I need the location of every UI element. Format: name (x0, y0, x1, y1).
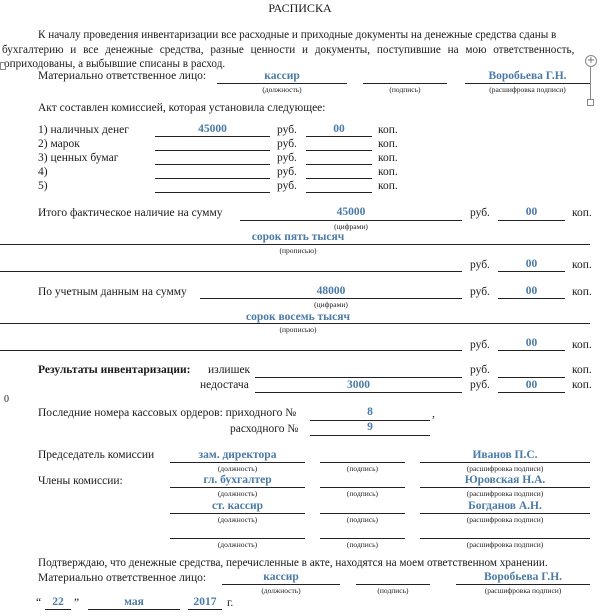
document-title: РАСПИСКА (268, 1, 332, 15)
confirm-name-field[interactable] (456, 584, 590, 585)
kop-label: коп. (378, 124, 398, 136)
responsible-label: Материально ответственное лицо: (38, 70, 207, 82)
item-label: 4) (38, 166, 48, 178)
signature-caption: (подпись) (346, 515, 379, 524)
item-rub-field[interactable] (155, 178, 270, 179)
signature-caption: (подпись) (346, 489, 379, 498)
actual-digits-field[interactable] (240, 220, 462, 221)
decode-caption: (расшифровка подписи) (489, 85, 566, 94)
position-caption: (должность) (217, 515, 258, 524)
date-year-field[interactable] (188, 609, 222, 610)
paragraph-marker-icon (0, 62, 6, 70)
book-digits-value: 48000 (316, 285, 346, 297)
actual-words-field[interactable] (0, 244, 590, 245)
member-position-field[interactable] (170, 462, 305, 463)
item-rub-field[interactable] (155, 150, 270, 151)
book-words-field[interactable] (0, 323, 590, 324)
kop-label: коп. (378, 152, 398, 164)
surplus-field[interactable] (255, 377, 462, 378)
member-name-field[interactable] (420, 462, 590, 463)
book-words-kop-value: 00 (525, 337, 538, 349)
item-kop-field[interactable] (306, 150, 372, 151)
outgoing-order-value: 9 (367, 421, 373, 433)
item-kop-field[interactable] (306, 192, 372, 193)
member-position-value: гл. бухгалтер (203, 474, 272, 486)
rub-label: руб. (470, 259, 490, 271)
results-label: Результаты инвентаризации: (38, 364, 191, 376)
rub-label: руб. (470, 339, 490, 351)
member-position-field[interactable] (170, 538, 305, 539)
chair-label: Председатель комиссии (38, 449, 155, 461)
kop-label: коп. (572, 286, 592, 298)
signature-caption: (подпись) (346, 540, 379, 549)
rub-label: руб. (277, 166, 297, 178)
member-name-field[interactable] (420, 487, 590, 488)
book-words-field-2[interactable] (0, 350, 462, 351)
item-label: 2) марок (38, 138, 80, 150)
member-signature-field[interactable] (320, 513, 405, 514)
rub-label: руб. (277, 138, 297, 150)
position-caption: (должность) (262, 85, 302, 94)
surplus-kop-field[interactable] (498, 377, 565, 378)
item-label: 3) ценных бумаг (38, 152, 119, 164)
responsible-signature-field[interactable] (363, 83, 447, 84)
actual-kop-value: 00 (525, 206, 538, 218)
responsible-position-value: кассир (264, 70, 300, 82)
rub-label: руб. (277, 152, 297, 164)
member-position-field[interactable] (170, 487, 305, 488)
shortage-label: недостача (200, 379, 249, 391)
date-open-quote: “ (36, 597, 42, 609)
position-caption: (должность) (217, 489, 258, 498)
member-signature-field[interactable] (320, 462, 405, 463)
intro-line-3: оприходованы, а выбывшие списаны в расход. (4, 58, 226, 70)
kop-label: коп. (378, 166, 398, 178)
comma: , (432, 408, 435, 420)
kop-label: коп. (572, 207, 592, 219)
book-label: По учетным данным на сумму (38, 286, 187, 298)
rub-label: руб. (277, 180, 297, 192)
decode-caption: (расшифровка подписи) (466, 464, 544, 473)
kop-label: коп. (572, 379, 592, 391)
item-kop-field[interactable] (306, 136, 372, 137)
actual-words-kop-value: 00 (525, 258, 538, 270)
responsible-position-field[interactable] (217, 83, 347, 84)
rub-label: руб. (470, 286, 490, 298)
signature-caption: (подпись) (389, 85, 421, 94)
outgoing-order-label: расходного № (230, 423, 299, 435)
resize-handle-icon[interactable] (587, 99, 594, 106)
shortage-kop-field[interactable] (498, 392, 565, 393)
member-position-value: ст. кассир (211, 500, 264, 512)
words-caption: (прописью) (279, 325, 317, 334)
date-month-value: мая (124, 596, 144, 608)
item-rub-value: 45000 (198, 123, 227, 135)
actual-words-kop-field[interactable] (498, 271, 565, 272)
confirm-text: Подтверждаю, что денежные средства, перечисленные в акте, находятся на моем ответственном хранении. (38, 557, 548, 569)
incoming-order-value: 8 (367, 406, 373, 418)
stray-text: 0 (4, 394, 9, 405)
book-digits-field[interactable] (200, 298, 462, 299)
book-words-value: сорок восемь тысяч (246, 311, 350, 323)
item-kop-field[interactable] (306, 164, 372, 165)
decode-caption: (расшифровка подписи) (484, 586, 562, 595)
member-name-value: Юровская Н.А. (464, 474, 546, 486)
intro-line-1: К началу проведения инвентаризации все расходные и приходные документы на денежные средства сданы в (38, 29, 557, 41)
book-kop-field[interactable] (498, 298, 565, 299)
item-kop-value: 00 (333, 123, 345, 135)
rub-label: руб. (470, 364, 490, 376)
act-intro: Акт составлен комиссией, которая установила следующее: (38, 102, 326, 114)
responsible-name-field[interactable] (465, 83, 590, 84)
member-position-field[interactable] (170, 513, 305, 514)
members-label: Члены комиссии: (38, 475, 123, 487)
date-close-quote: ” (74, 597, 80, 609)
shortage-kop-value: 00 (525, 379, 538, 391)
item-rub-field[interactable] (155, 136, 270, 137)
date-day-field[interactable] (45, 609, 71, 610)
member-name-value: Богданов А.Н. (468, 500, 542, 512)
signature-caption: (подпись) (377, 586, 409, 595)
resize-guide[interactable] (590, 66, 591, 100)
digits-caption: (цифрами) (314, 300, 348, 309)
decode-caption: (расшифровка подписи) (466, 515, 544, 524)
confirm-position-value: кассир (263, 571, 299, 583)
confirm-name-value: Воробьева Г.Н. (483, 571, 563, 583)
kop-label: коп. (572, 339, 592, 351)
intro-line-2: бухгалтерию и все денежные средства, разные ценности и документы, поступившие на мою ответственность, (2, 44, 575, 56)
member-position-value: зам. директора (198, 449, 277, 461)
member-signature-field[interactable] (320, 538, 405, 539)
position-caption: (должность) (217, 464, 258, 473)
kop-label: коп. (378, 138, 398, 150)
actual-digits-value: 45000 (336, 206, 366, 218)
responsible-name-value: Воробьева Г.Н. (488, 70, 567, 82)
item-kop-field[interactable] (306, 178, 372, 179)
item-label: 5) (38, 180, 48, 192)
book-kop-value: 00 (525, 285, 538, 297)
rub-label: руб. (470, 207, 490, 219)
actual-label: Итого фактическое наличие на сумму (38, 207, 223, 219)
confirm-responsible-label: Материально ответственное лицо: (38, 572, 207, 584)
kop-label: коп. (572, 364, 592, 376)
date-suffix: г. (227, 597, 234, 609)
item-rub-field[interactable] (155, 192, 270, 193)
signature-caption: (подпись) (346, 464, 379, 473)
confirm-position-field[interactable] (222, 584, 340, 585)
actual-kop-field[interactable] (498, 220, 565, 221)
surplus-label: излишек (208, 364, 251, 376)
words-caption: (прописью) (279, 246, 317, 255)
kop-label: коп. (378, 180, 398, 192)
rub-label: руб. (470, 379, 490, 391)
position-caption: (должность) (217, 540, 258, 549)
member-name-field[interactable] (420, 513, 590, 514)
actual-words-value: сорок пять тысяч (251, 231, 345, 243)
date-year-value: 2017 (193, 596, 217, 608)
item-rub-field[interactable] (155, 164, 270, 165)
shortage-field[interactable] (255, 392, 462, 393)
outgoing-order-field[interactable] (310, 435, 430, 436)
date-day-value: 22 (52, 596, 64, 608)
orders-label: Последние номера кассовых ордеров: приходного № (38, 407, 297, 419)
decode-caption: (расшифровка подписи) (466, 489, 544, 498)
member-signature-field[interactable] (320, 487, 405, 488)
digits-caption: (цифрами) (334, 222, 368, 231)
confirm-signature-field[interactable] (356, 584, 430, 585)
position-caption: (должность) (261, 586, 301, 595)
shortage-value: 3000 (347, 379, 370, 391)
add-row-icon[interactable]: + (586, 55, 596, 66)
date-month-field[interactable] (88, 609, 180, 610)
actual-words-field-2[interactable] (0, 271, 462, 272)
member-name-field[interactable] (420, 538, 590, 539)
book-words-kop-field[interactable] (498, 350, 565, 351)
member-name-value: Иванов П.С. (472, 449, 538, 461)
decode-caption: (расшифровка подписи) (466, 540, 544, 549)
kop-label: коп. (572, 259, 592, 271)
item-label: 1) наличных денег (38, 124, 129, 136)
rub-label: руб. (277, 124, 297, 136)
